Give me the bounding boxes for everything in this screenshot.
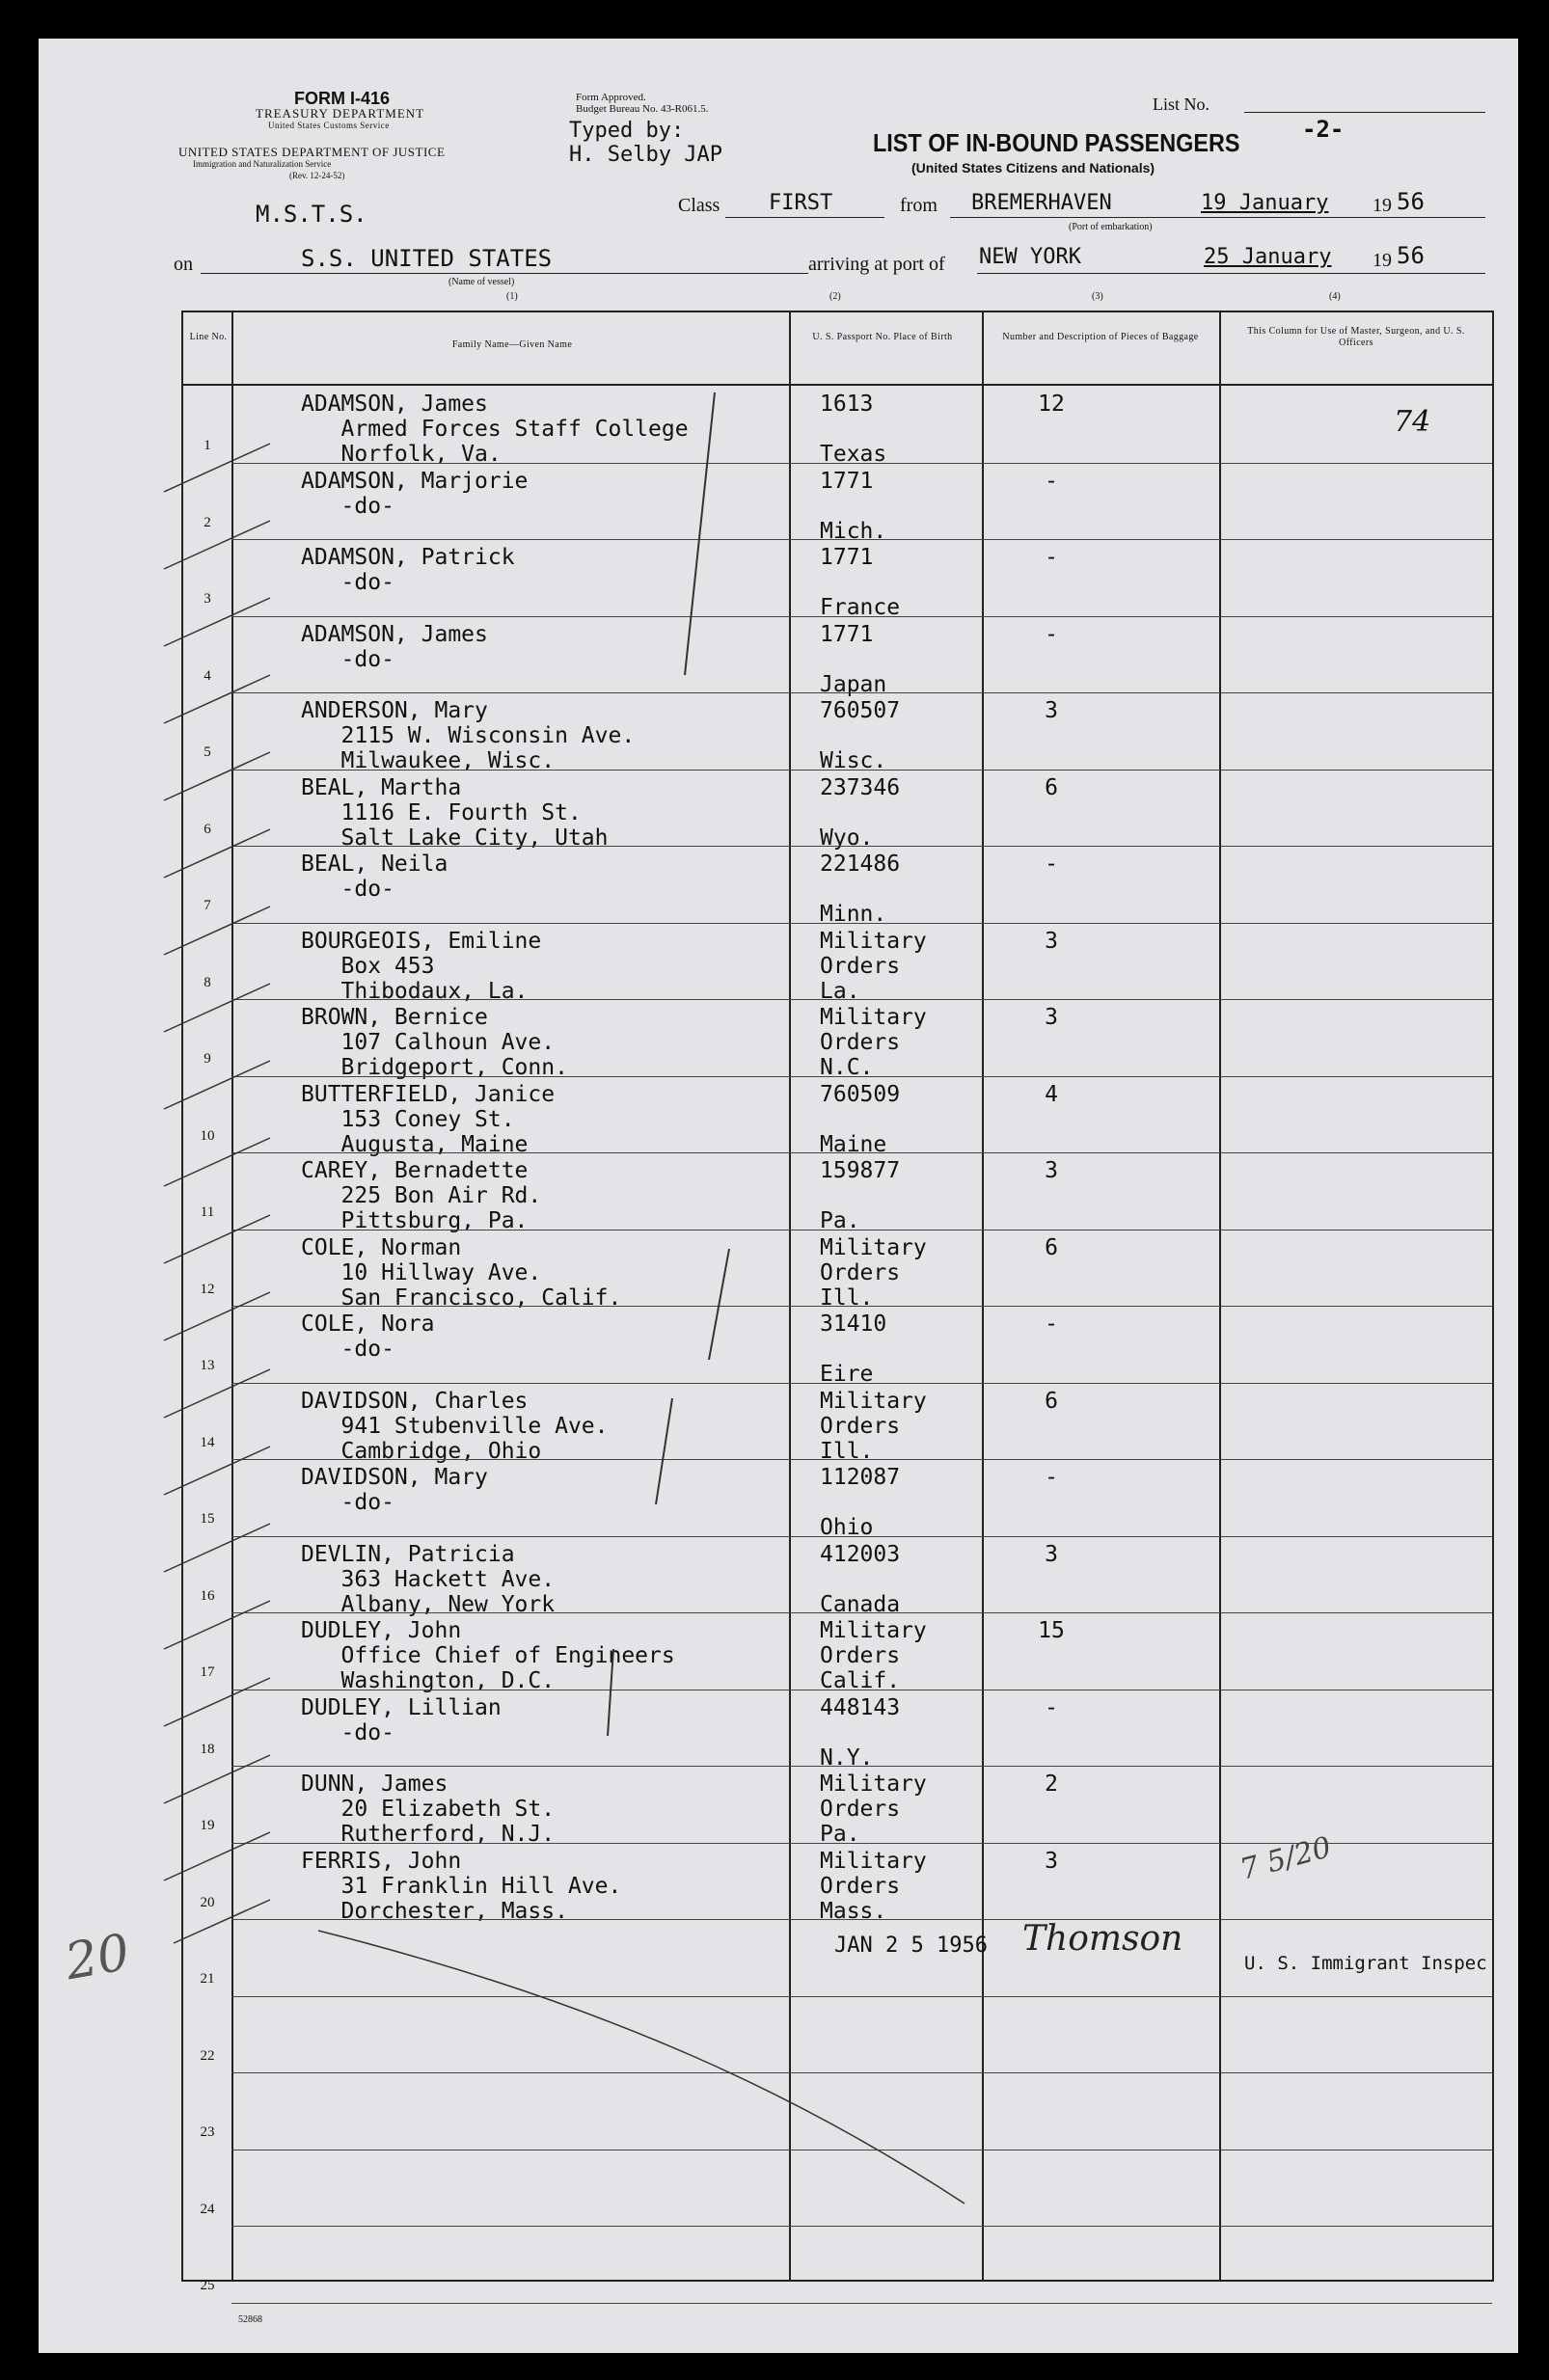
passenger-name: BEAL, Neila -do- <box>301 852 448 902</box>
footer-code: 52868 <box>238 2314 262 2325</box>
vessel-caption: (Name of vessel) <box>448 277 515 287</box>
place-of-birth: Wisc. <box>820 748 887 773</box>
baggage-count: - <box>1045 1465 1058 1490</box>
manifest-sheet <box>39 39 1518 2353</box>
pencil-marks <box>39 39 1518 2353</box>
baggage-count: 3 <box>1045 1158 1058 1183</box>
passport-number: 31410 <box>820 1312 887 1337</box>
baggage-count: 15 <box>1038 1618 1065 1643</box>
form-revision: (Rev. 12-24-52) <box>289 171 345 180</box>
passenger-name: BROWN, Bernice 107 Calhoun Ave. Bridgeport, Conn. <box>301 1005 568 1080</box>
passport-number: Military Orders <box>820 1234 927 1285</box>
place-of-birth: Eire <box>820 1362 874 1387</box>
passport-number: Military Orders <box>820 1771 927 1822</box>
arrival-stamp: JAN 2 5 1956 <box>834 1934 988 1958</box>
line-number: 12 <box>200 1281 215 1297</box>
justice-dept: UNITED STATES DEPARTMENT OF JUSTICE <box>178 145 446 159</box>
passport-number: Military Orders <box>820 928 927 979</box>
passport-number: 159877 <box>820 1158 901 1183</box>
place-of-birth: Ill. <box>820 1438 874 1464</box>
budget-bureau: Budget Bureau No. 43-R061.5. <box>576 103 709 115</box>
baggage-count: 3 <box>1045 1541 1058 1567</box>
place-of-birth: Ill. <box>820 1285 874 1311</box>
year-prefix-arrival: 19 <box>1372 250 1392 271</box>
line-number: 25 <box>200 2278 215 2293</box>
officer-note: 74 <box>1394 405 1431 439</box>
passport-number: 412003 <box>820 1541 901 1567</box>
passport-number: 221486 <box>820 852 901 877</box>
place-of-birth: Texas <box>820 442 887 467</box>
place-of-birth: Pa. <box>820 1208 860 1233</box>
document-subtitle: (United States Citizens and Nationals) <box>911 160 1155 176</box>
line-number: 5 <box>204 744 211 760</box>
col4-marker: (4) <box>1329 291 1341 302</box>
baggage-count: - <box>1045 852 1058 877</box>
line-number: 19 <box>200 1818 215 1833</box>
vessel-name: S.S. UNITED STATES <box>301 245 553 272</box>
customs-service: United States Customs Service <box>268 121 390 130</box>
passenger-name: ADAMSON, Patrick -do- <box>301 545 515 595</box>
line-number: 18 <box>200 1741 215 1757</box>
year-prefix: 19 <box>1372 195 1392 216</box>
list-no-label: List No. <box>1153 95 1210 114</box>
margin-count: 20 <box>61 1923 134 1992</box>
passport-number: Military Orders <box>820 1005 927 1055</box>
passport-number: 1771 <box>820 621 874 647</box>
passenger-name: FERRIS, John 31 Franklin Hill Ave. Dorchester, Mass. <box>301 1848 622 1924</box>
passenger-name: ADAMSON, James Armed Forces Staff College Norfolk, Va. <box>301 392 689 467</box>
col2-marker: (2) <box>829 291 841 302</box>
port-of-embarkation: BREMERHAVEN <box>971 191 1112 215</box>
place-of-birth: Canada <box>820 1591 901 1617</box>
baggage-count: 12 <box>1038 392 1065 417</box>
from-label: from <box>900 195 938 216</box>
place-of-birth: Minn. <box>820 902 887 927</box>
passport-number: 760509 <box>820 1081 901 1107</box>
typed-by-label: Typed by: <box>569 119 685 143</box>
list-number: -2- <box>1302 116 1345 143</box>
embarkation-date: 19 January <box>1201 191 1329 215</box>
class-value: FIRST <box>769 191 833 215</box>
passenger-name: DAVIDSON, Charles 941 Stubenville Ave. Cambridge, Ohio <box>301 1388 609 1464</box>
passenger-name: ADAMSON, James -do- <box>301 621 488 672</box>
line-number: 24 <box>200 2201 215 2217</box>
inspector-signature: Thomson <box>1022 1919 1183 1959</box>
header-passport: U. S. Passport No. Place of Birth <box>812 332 953 342</box>
line-number: 6 <box>204 821 211 837</box>
line-number: 8 <box>204 974 211 990</box>
header-line-no: Line No. <box>189 332 228 342</box>
passenger-name: DUDLEY, Lillian -do- <box>301 1694 502 1745</box>
document-title: LIST OF IN-BOUND PASSENGERS <box>873 128 1240 157</box>
place-of-birth: France <box>820 595 901 620</box>
passenger-name: COLE, Nora -do- <box>301 1312 435 1362</box>
baggage-count: - <box>1045 468 1058 494</box>
place-of-birth: Pa. <box>820 1822 860 1847</box>
line-number: 17 <box>200 1664 215 1680</box>
baggage-count: - <box>1045 621 1058 647</box>
passport-number: 448143 <box>820 1694 901 1720</box>
place-of-birth: Mich. <box>820 518 887 544</box>
line-number: 21 <box>200 1971 215 1987</box>
passport-number: 760507 <box>820 698 901 723</box>
passport-number: Military Orders <box>820 1618 927 1668</box>
place-of-birth: Calif. <box>820 1668 901 1693</box>
line-number: 20 <box>200 1894 215 1910</box>
baggage-count: 6 <box>1045 1388 1058 1414</box>
baggage-count: - <box>1045 545 1058 570</box>
typed-by-name: H. Selby JAP <box>569 143 722 167</box>
passport-number: Military Orders <box>820 1848 927 1899</box>
line-number: 7 <box>204 898 211 913</box>
arrival-port: NEW YORK <box>979 245 1081 269</box>
passport-number: 1771 <box>820 545 874 570</box>
arrival-date: 25 January <box>1204 245 1332 269</box>
baggage-count: 2 <box>1045 1771 1058 1797</box>
line-number: 1 <box>204 438 211 453</box>
line-number: 3 <box>204 591 211 607</box>
baggage-count: 3 <box>1045 1848 1058 1874</box>
line-number: 9 <box>204 1051 211 1067</box>
passenger-name: DAVIDSON, Mary -do- <box>301 1465 488 1515</box>
on-label: on <box>174 254 193 275</box>
baggage-count: - <box>1045 1312 1058 1337</box>
arrival-year: 56 <box>1397 242 1425 269</box>
passenger-name: DUNN, James 20 Elizabeth St. Rutherford, N.J. <box>301 1771 556 1847</box>
baggage-count: 6 <box>1045 1234 1058 1260</box>
passenger-name: COLE, Norman 10 Hillway Ave. San Francisco, Calif. <box>301 1234 622 1311</box>
line-number: 16 <box>200 1587 215 1604</box>
msts-label: M.S.T.S. <box>256 201 367 228</box>
baggage-count: - <box>1045 1694 1058 1720</box>
col3-marker: (3) <box>1092 291 1103 302</box>
passport-number: 1771 <box>820 468 874 494</box>
class-label: Class <box>678 195 720 216</box>
place-of-birth: Japan <box>820 671 887 697</box>
line-number: 10 <box>200 1127 215 1144</box>
baggage-count: 4 <box>1045 1081 1058 1107</box>
passenger-name: BOURGEOIS, Emiline Box 453 Thibodaux, La. <box>301 928 542 1004</box>
passenger-name: BEAL, Martha 1116 E. Fourth St. Salt Lake City, Utah <box>301 774 609 851</box>
line-number: 2 <box>204 514 211 530</box>
passport-number: 112087 <box>820 1465 901 1490</box>
line-number: 14 <box>200 1434 215 1450</box>
passenger-name: CAREY, Bernadette 225 Bon Air Rd. Pittsburg, Pa. <box>301 1158 542 1233</box>
col1-marker: (1) <box>506 291 518 302</box>
passport-number: 1613 <box>820 392 874 417</box>
baggage-count: 3 <box>1045 928 1058 954</box>
passenger-name: DUDLEY, John Office Chief of Engineers Washington, D.C. <box>301 1618 675 1693</box>
line-number: 15 <box>200 1511 215 1527</box>
row20-note: 7 5/20 <box>1236 1830 1335 1887</box>
port-embark-caption: (Port of embarkation) <box>1069 222 1153 232</box>
form-approved: Form Approved. <box>576 92 646 103</box>
baggage-count: 3 <box>1045 698 1058 723</box>
header-baggage: Number and Description of Pieces of Baggage <box>1002 332 1199 342</box>
passport-number: Military Orders <box>820 1388 927 1439</box>
passenger-name: DEVLIN, Patricia 363 Hackett Ave. Albany, New York <box>301 1541 556 1617</box>
passenger-name: BUTTERFIELD, Janice 153 Coney St. Augusta, Maine <box>301 1081 556 1157</box>
line-number: 13 <box>200 1358 215 1373</box>
ins-service: Immigration and Naturalization Service <box>193 159 332 169</box>
baggage-count: 3 <box>1045 1005 1058 1030</box>
place-of-birth: Wyo. <box>820 825 874 851</box>
arriving-label: arriving at port of <box>808 254 945 275</box>
passport-number: 237346 <box>820 774 901 800</box>
header-name: Family Name—Given Name <box>451 339 573 350</box>
inspector-title: U. S. Immigrant Inspec <box>1244 1953 1487 1974</box>
line-number: 22 <box>200 2047 215 2064</box>
place-of-birth: Ohio <box>820 1515 874 1540</box>
form-number: FORM I-416 <box>294 89 391 108</box>
place-of-birth: N.Y. <box>820 1744 874 1771</box>
place-of-birth: Maine <box>820 1131 887 1157</box>
passenger-name: ANDERSON, Mary 2115 W. Wisconsin Ave. Milwaukee, Wisc. <box>301 698 636 773</box>
header-officers: This Column for Use of Master, Surgeon, and U. S. Officers <box>1247 326 1465 348</box>
place-of-birth: La. <box>820 978 860 1004</box>
embarkation-year: 56 <box>1397 188 1425 215</box>
baggage-count: 6 <box>1045 774 1058 800</box>
line-number: 23 <box>200 2124 215 2140</box>
treasury-dept: TREASURY DEPARTMENT <box>256 106 425 121</box>
passenger-name: ADAMSON, Marjorie -do- <box>301 468 529 519</box>
line-number: 11 <box>200 1204 215 1220</box>
place-of-birth: N.C. <box>820 1055 874 1080</box>
place-of-birth: Mass. <box>820 1898 887 1924</box>
line-number: 4 <box>204 667 211 684</box>
